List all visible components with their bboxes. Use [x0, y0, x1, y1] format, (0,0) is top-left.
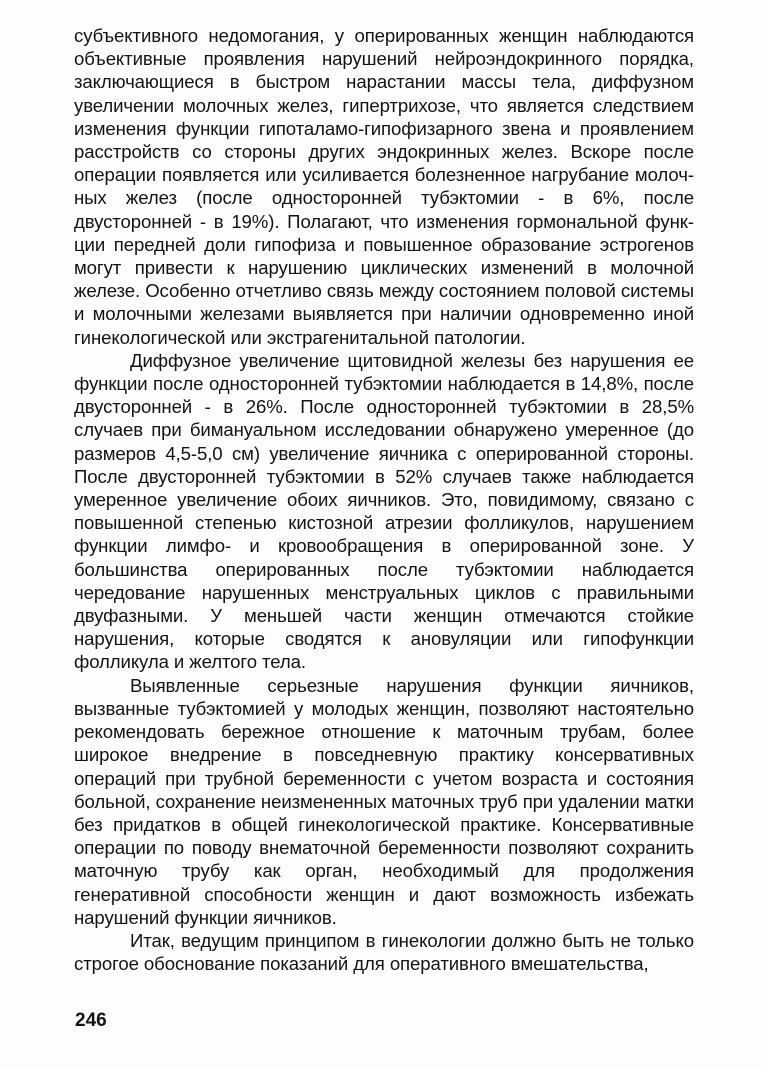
paragraph-1: субъективного недомогания, у оперированных женщин наблюдаются объективные проявления нарушений нейроэндокринного порядка, заключающиеся в быстром нарастании массы тела, диффузном увеличении молочных желез, гипертрихозе, что является следствием изменения функции гипоталамо-гипофизарного звена и проявлением расстройств со стороны других эндокринных желез. Вскоре после операции появляется или усиливается болезненное нагрубание молочных желез (после односторонней тубэктомии - в 6%, после двусторонней - в 19%). Полагают, что изменения гормональной функции передней доли гипофиза и повышенное образование эстрогенов могут привести к нарушению циклических изменений в молочной железе. Особенно отчетливо связь между состоянием половой системы и молочными железами выявляется при наличии одновременно иной гинекологической или экстрагенитальной патологии.: [74, 25, 694, 348]
body-text: [74, 24, 694, 975]
paragraph-2: Диффузное увеличение щитовидной железы без нарушения ее функции после односторонней тубэктомии наблюдается в 14,8%, после двусторонней - в 26%. После односторонней тубэктомии в 28,5% случаев при бимануальном исследовании обнаружено умеренное (до размеров 4,5-5,0 см) увеличение яичника с оперированной стороны. После двусторонней тубэктомии в 52% случаев также наблюдается умеренное увеличение обоих яичников. Это, повидимому, связано с повышенной степенью кистозной атрезии фолликулов, нарушением функции лимфо- и кровообращения в оперированной зоне. У большинства оперированных после тубэктомии наблюдается чередование нарушенных менструальных циклов с правильными двуфазными. У меньшей части женщин отмечаются стойкие нарушения, которые сводятся к ановуляции или гипофункции фолликула и желтого тела.: [74, 349, 694, 673]
paragraph-3: Выявленные серьезные нарушения функции яичников, вызванные тубэктомией у молодых женщин, позволяют настоятельно рекомендовать бережное отношение к маточным трубам, более широкое внедрение в повседневную практику консервативных операций при трубной беременности с учетом возраста и состояния больной, сохранение неизмененных маточных труб при удалении матки без придатков в общей гинекологической практике. Консервативные операции по поводу внематочной беременности позволяют сохранить маточную трубу как орган, необходимый для продолжения генеративной способности женщин и дают возможность избежать нарушений функции яичников.: [74, 674, 694, 928]
page-number: 246: [75, 1010, 107, 1031]
paragraph-4: Итак, ведущим принципом в гинекологии должно быть не только строгое обоснование показаний для оперативного вмешательства,: [74, 929, 694, 975]
